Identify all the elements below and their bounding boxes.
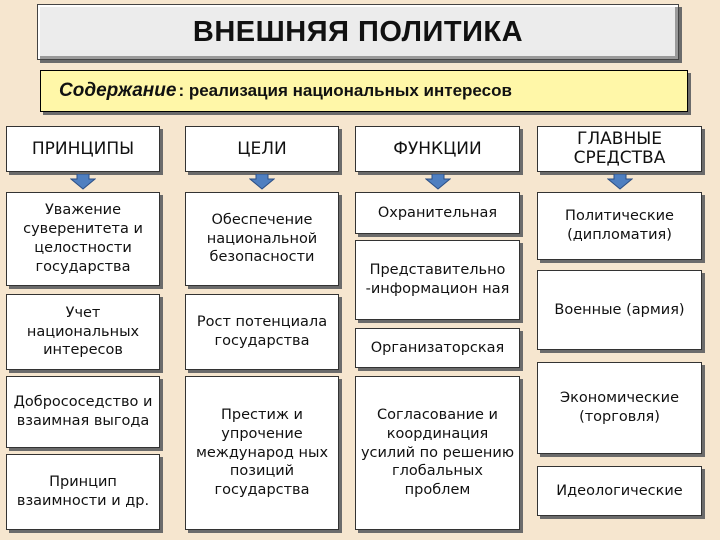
means-item: Военные (армия) bbox=[537, 270, 702, 350]
principle-item: Уважение суверенитета и целостности государства bbox=[6, 192, 160, 286]
arrow-down-icon bbox=[249, 174, 275, 190]
means-item: Экономические (торговля) bbox=[537, 362, 702, 454]
content-bar bbox=[40, 70, 688, 112]
goal-item: Рост потенциала государства bbox=[185, 294, 339, 370]
means-item: Идеологические bbox=[537, 466, 702, 516]
function-item: Согласование и координация усилий по решению глобальных проблем bbox=[355, 376, 520, 530]
principle-item: Принцип взаимности и др. bbox=[6, 454, 160, 530]
arrow-down-icon bbox=[607, 174, 633, 190]
arrow-down-icon bbox=[70, 174, 96, 190]
arrow-down-icon bbox=[425, 174, 451, 190]
principle-item: Добрососедство и взаимная выгода bbox=[6, 376, 160, 448]
means-item: Политические (дипломатия) bbox=[537, 192, 702, 260]
content-label: Содержание bbox=[59, 80, 177, 101]
header-principles: ПРИНЦИПЫ bbox=[6, 126, 160, 172]
header-means: ГЛАВНЫЕ СРЕДСТВА bbox=[537, 126, 702, 172]
function-item: Организаторская bbox=[355, 328, 520, 368]
goal-item: Престиж и упрочение международ ных позиций государства bbox=[185, 376, 339, 530]
goal-item: Обеспечение национальной безопасности bbox=[185, 192, 339, 286]
header-functions: ФУНКЦИИ bbox=[355, 126, 520, 172]
header-goals: ЦЕЛИ bbox=[185, 126, 339, 172]
function-item: Охранительная bbox=[355, 192, 520, 234]
content-text: : реализация национальных интересов bbox=[178, 81, 512, 100]
principle-item: Учет национальных интересов bbox=[6, 294, 160, 370]
function-item: Представительно -информацион ная bbox=[355, 240, 520, 320]
page-title: ВНЕШНЯЯ ПОЛИТИКА bbox=[37, 4, 679, 60]
